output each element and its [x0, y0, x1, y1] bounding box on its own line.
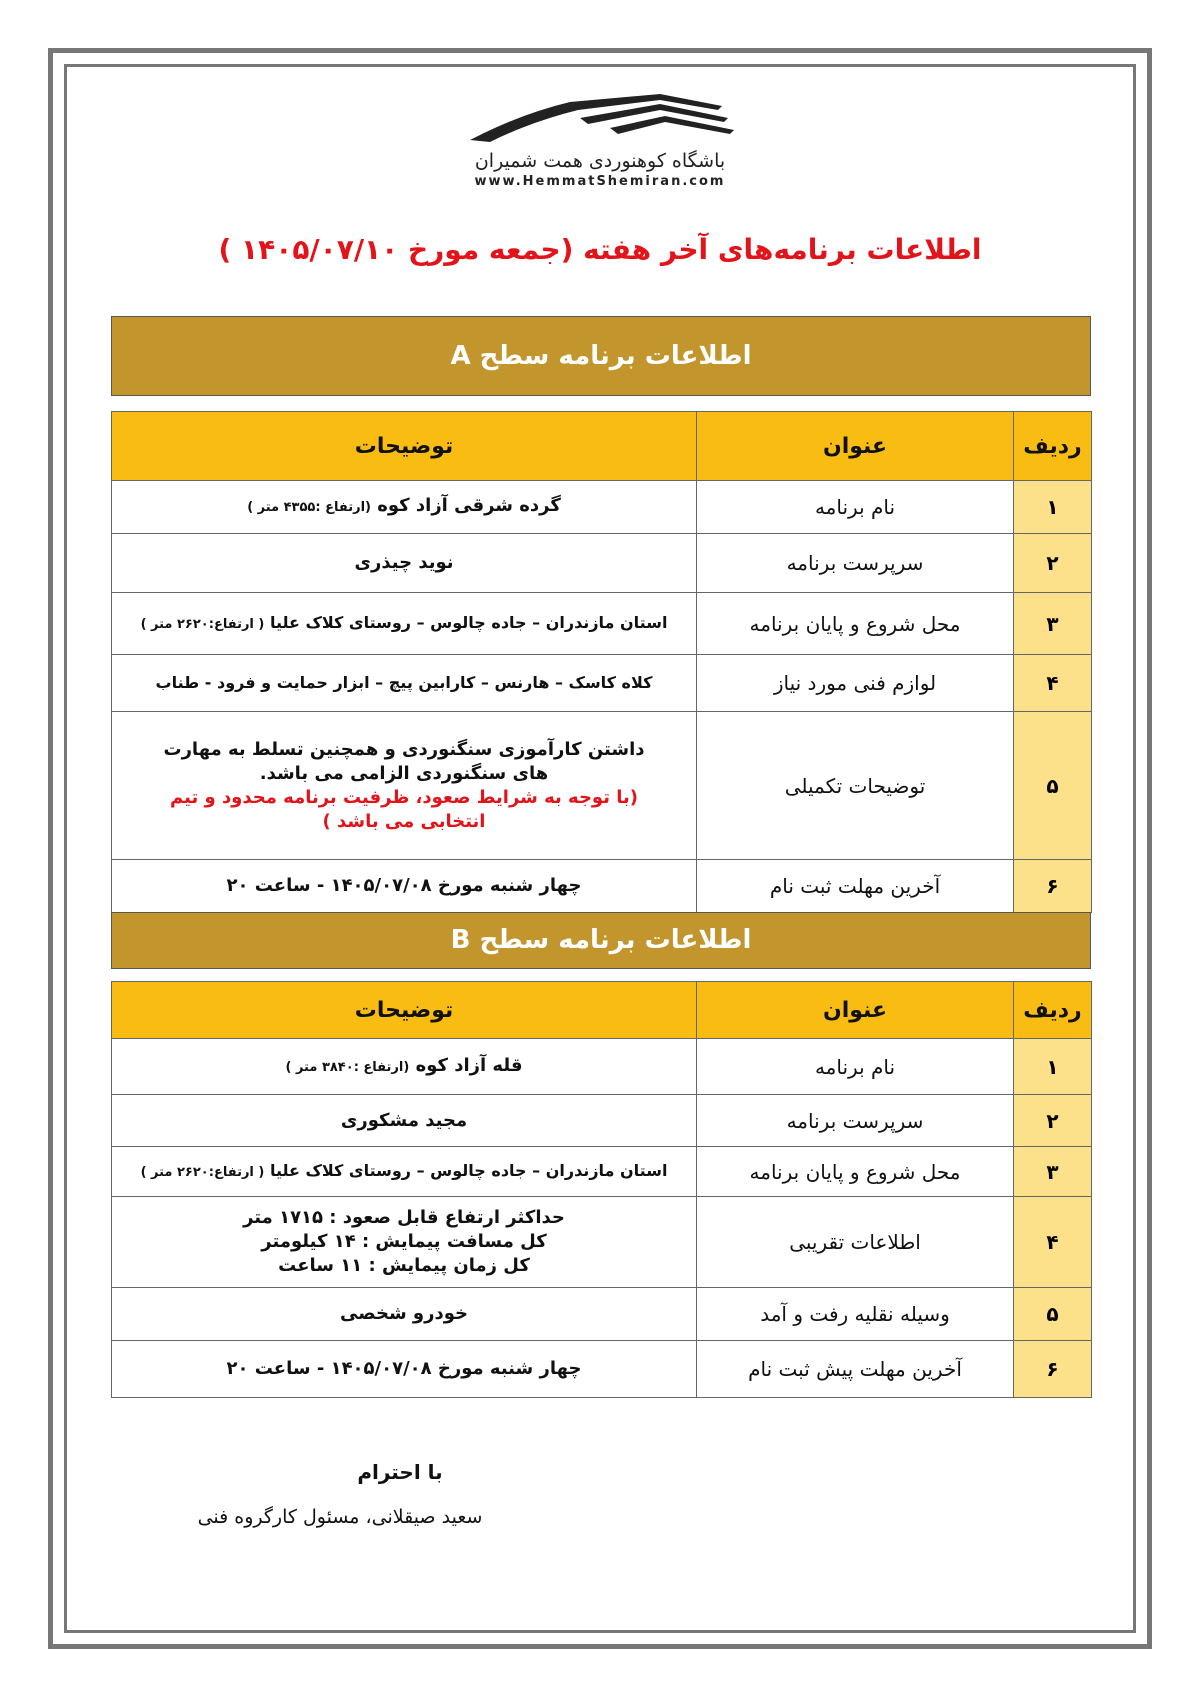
row-number: ۱ [1014, 481, 1092, 534]
row-title: نام برنامه [697, 481, 1014, 534]
row-title: اطلاعات تقریبی [697, 1197, 1014, 1288]
row-number: ۲ [1014, 1095, 1092, 1147]
row-title: سرپرست برنامه [697, 1095, 1014, 1147]
table-row [112, 481, 1092, 534]
desc-line: حداکثر ارتفاع قابل صعود : ۱۷۱۵ متر [243, 1207, 565, 1228]
desc-note: (ارتفاع :۳۸۴۰ متر ) [285, 1059, 410, 1075]
row-number: ۳ [1014, 593, 1092, 655]
row-title: محل شروع و پایان برنامه [697, 1147, 1014, 1197]
desc-text: قله آزاد کوه [415, 1054, 523, 1076]
section-b-table [111, 981, 1092, 1398]
table-row [112, 655, 1092, 712]
desc-note: ( ارتفاع:۲۶۲۰ متر ) [140, 616, 265, 632]
club-name: باشگاه کوهنوردی همت شمیران [474, 150, 726, 172]
table-header-row [112, 412, 1092, 481]
row-desc: مجید مشکوری [112, 1095, 697, 1147]
col-header-row: ردیف [1014, 412, 1092, 481]
table-row [112, 712, 1092, 860]
row-desc [112, 712, 697, 860]
row-number: ۳ [1014, 1147, 1092, 1197]
page-title: اطلاعات برنامه‌های آخر هفته (جمعه مورخ ۱۴۰۵/۰۷/۱۰ ) [218, 233, 982, 266]
mountain-logo-icon [460, 84, 740, 146]
row-desc: چهار شنبه مورخ ۱۴۰۵/۰۷/۰۸ - ساعت ۲۰ [112, 1341, 697, 1398]
row-number: ۴ [1014, 1197, 1092, 1288]
table-row [112, 1341, 1092, 1398]
section-b-banner: اطلاعات برنامه سطح B [111, 912, 1091, 969]
row-desc [112, 1197, 697, 1288]
row-desc: خودرو شخصی [112, 1288, 697, 1341]
row-title: وسیله نقلیه رفت و آمد [697, 1288, 1014, 1341]
row-title: سرپرست برنامه [697, 534, 1014, 593]
desc-red-note: (با توجه به شرایط صعود، ظرفیت برنامه محدود و تیم انتخابی می باشد ) [170, 786, 638, 832]
row-desc: چهار شنبه مورخ ۱۴۰۵/۰۷/۰۸ - ساعت ۲۰ [112, 860, 697, 913]
row-title: محل شروع و پایان برنامه [697, 593, 1014, 655]
desc-note: ( ارتفاع:۲۶۲۰ متر ) [140, 1164, 265, 1180]
table-row [112, 860, 1092, 913]
desc-text: داشتن کارآموزی سنگنوردی و همچنین تسلط به مهارت های سنگنوردی الزامی می باشد. [163, 738, 645, 784]
closing-greeting: با احترام [357, 1460, 443, 1484]
row-number: ۶ [1014, 860, 1092, 913]
club-logo [440, 84, 760, 204]
col-header-desc: توضیحات [112, 412, 697, 481]
desc-note: (ارتفاع :۴۳۵۵ متر ) [247, 500, 371, 515]
row-title: آخرین مهلت ثبت نام [697, 860, 1014, 913]
table-row [112, 1288, 1092, 1341]
row-title: نام برنامه [697, 1039, 1014, 1095]
row-title: توضیحات تکمیلی [697, 712, 1014, 860]
desc-line: کل زمان پیمایش : ۱۱ ساعت [278, 1255, 530, 1276]
row-number: ۶ [1014, 1341, 1092, 1398]
col-header-desc: توضیحات [112, 982, 697, 1039]
col-header-row: ردیف [1014, 982, 1092, 1039]
table-row [112, 1147, 1092, 1197]
row-number: ۵ [1014, 1288, 1092, 1341]
row-desc [112, 481, 697, 534]
desc-text: استان مازندران – جاده چالوس – روستای کلاک علیا [269, 1160, 668, 1180]
table-row [112, 593, 1092, 655]
row-number: ۵ [1014, 712, 1092, 860]
row-desc [112, 593, 697, 655]
section-a-banner: اطلاعات برنامه سطح A [111, 316, 1091, 396]
table-header-row [112, 982, 1092, 1039]
row-desc: کلاه کاسک – هارنس – کارابین پیچ – ابزار حمایت و فرود - طناب [112, 655, 697, 712]
section-a-table [111, 411, 1092, 913]
row-number: ۴ [1014, 655, 1092, 712]
table-row [112, 1039, 1092, 1095]
row-number: ۲ [1014, 534, 1092, 593]
desc-text: گرده شرقی آزاد کوه [377, 495, 561, 516]
row-desc [112, 1147, 697, 1197]
row-desc: نوید چیذری [112, 534, 697, 593]
table-row [112, 1095, 1092, 1147]
club-website: www.HemmatShemiran.com [474, 174, 726, 189]
desc-text: استان مازندران – جاده چالوس – روستای کلاک علیا [269, 612, 668, 632]
col-header-title: عنوان [697, 412, 1014, 481]
row-title: آخرین مهلت پیش ثبت نام [697, 1341, 1014, 1398]
row-desc [112, 1039, 697, 1095]
table-row [112, 1197, 1092, 1288]
closing-signature: سعید صیقلانی، مسئول کارگروه فنی [197, 1506, 483, 1528]
row-title: لوازم فنی مورد نیاز [697, 655, 1014, 712]
table-row [112, 534, 1092, 593]
col-header-title: عنوان [697, 982, 1014, 1039]
desc-line: کل مسافت پیمایش : ۱۴ کیلومتر [261, 1231, 547, 1252]
row-number: ۱ [1014, 1039, 1092, 1095]
